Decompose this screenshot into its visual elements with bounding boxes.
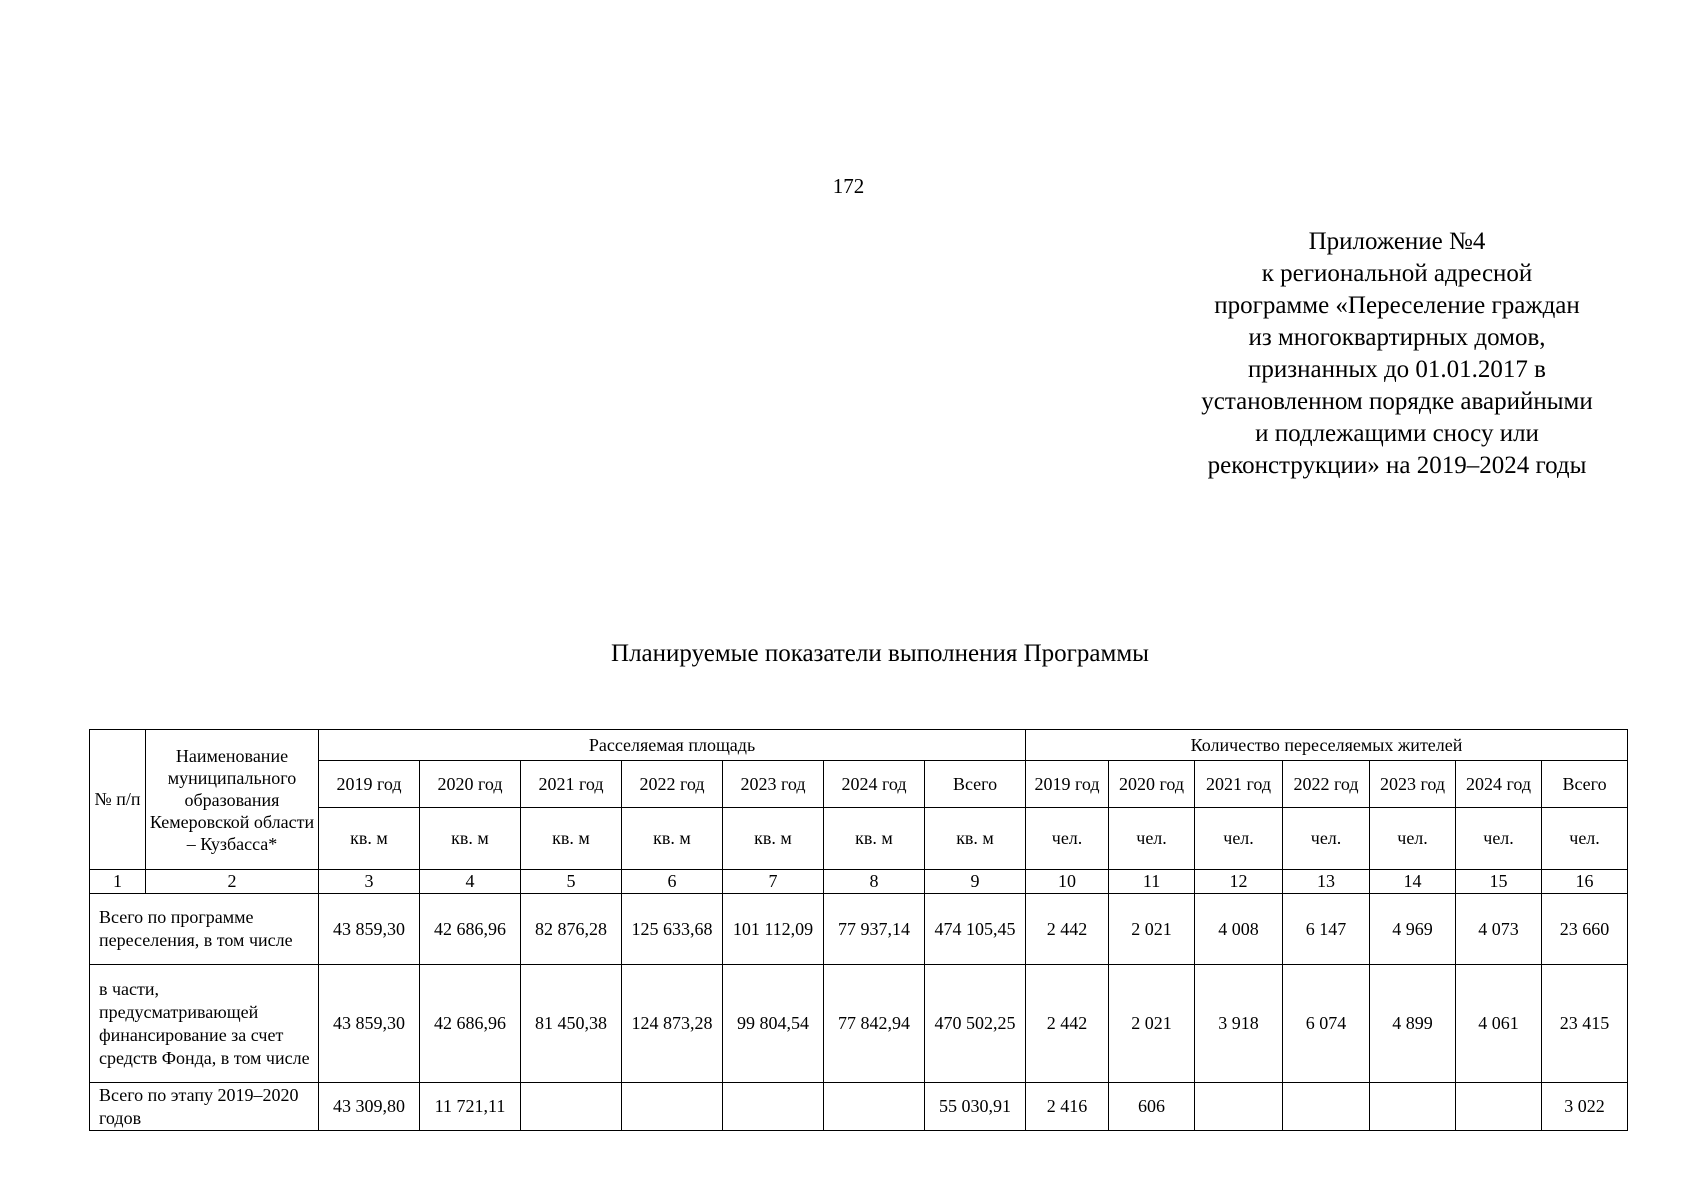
residents-unit-cell: чел. — [1195, 808, 1283, 870]
residents-unit-cell: чел. — [1456, 808, 1542, 870]
row-name-cell: в части, предусматривающей финансирование за счет средств Фонда, в том числе — [90, 965, 319, 1083]
row-name-cell: Всего по программе переселения, в том числе — [90, 894, 319, 965]
column-number-cell: 15 — [1456, 870, 1542, 894]
residents-year-header: 2021 год — [1195, 761, 1283, 808]
header-municipality-name: Наименование муниципального образования Кемеровской области – Кузбасса* — [146, 730, 319, 870]
document-title: Планируемые показатели выполнения Программы — [611, 640, 1149, 667]
area-year-header: 2021 год — [521, 761, 622, 808]
residents-value-cell: 4 899 — [1370, 965, 1456, 1083]
area-value-cell: 77 937,14 — [824, 894, 925, 965]
appendix-line: программе «Переселение граждан — [1214, 292, 1580, 319]
appendix-line: Приложение №4 — [1308, 228, 1486, 255]
appendix-line: установленном порядке аварийными — [1201, 388, 1593, 415]
column-number-cell: 5 — [521, 870, 622, 894]
residents-year-header: 2019 год — [1026, 761, 1109, 808]
area-value-cell: 43 859,30 — [319, 965, 420, 1083]
table-row — [90, 965, 1628, 1083]
column-number-cell: 9 — [925, 870, 1026, 894]
area-value-cell: 474 105,45 — [925, 894, 1026, 965]
residents-value-cell: 606 — [1109, 1083, 1195, 1131]
residents-value-cell: 2 021 — [1109, 894, 1195, 965]
area-value-cell: 43 309,80 — [319, 1083, 420, 1131]
column-number-cell: 10 — [1026, 870, 1109, 894]
residents-value-cell: 4 008 — [1195, 894, 1283, 965]
area-value-cell — [824, 1083, 925, 1131]
area-value-cell: 125 633,68 — [622, 894, 723, 965]
column-number-cell: 16 — [1542, 870, 1628, 894]
column-number-cell: 14 — [1370, 870, 1456, 894]
appendix-line: к региональной адресной — [1261, 260, 1533, 287]
header-row-units — [90, 808, 1628, 870]
column-number-cell: 8 — [824, 870, 925, 894]
appendix-line: и подлежащими сносу или — [1255, 420, 1539, 447]
residents-value-cell: 4 969 — [1370, 894, 1456, 965]
area-value-cell: 82 876,28 — [521, 894, 622, 965]
column-number-cell: 7 — [723, 870, 824, 894]
header-resettled-residents: Количество переселяемых жителей — [1026, 730, 1628, 761]
residents-year-header: 2020 год — [1109, 761, 1195, 808]
area-value-cell: 124 873,28 — [622, 965, 723, 1083]
area-unit-cell: кв. м — [319, 808, 420, 870]
header-row-years — [90, 761, 1628, 808]
residents-unit-cell: чел. — [1026, 808, 1109, 870]
residents-year-header: Всего — [1542, 761, 1628, 808]
column-number-cell: 6 — [622, 870, 723, 894]
row-name-cell: Всего по этапу 2019–2020 годов — [90, 1083, 319, 1131]
residents-value-cell: 23 415 — [1542, 965, 1628, 1083]
area-value-cell — [622, 1083, 723, 1131]
residents-value-cell: 2 021 — [1109, 965, 1195, 1083]
header-row-column-numbers — [90, 870, 1628, 894]
residents-year-header: 2023 год — [1370, 761, 1456, 808]
area-value-cell: 43 859,30 — [319, 894, 420, 965]
area-value-cell: 42 686,96 — [420, 894, 521, 965]
residents-value-cell: 3 918 — [1195, 965, 1283, 1083]
area-year-header: 2020 год — [420, 761, 521, 808]
area-year-header: 2024 год — [824, 761, 925, 808]
area-value-cell: 81 450,38 — [521, 965, 622, 1083]
column-number-cell: 4 — [420, 870, 521, 894]
area-value-cell: 77 842,94 — [824, 965, 925, 1083]
residents-year-header: 2022 год — [1283, 761, 1370, 808]
area-year-header: 2019 год — [319, 761, 420, 808]
area-value-cell — [521, 1083, 622, 1131]
appendix-line: реконструкции» на 2019–2024 годы — [1207, 452, 1587, 479]
table-row — [90, 1083, 1628, 1131]
residents-value-cell: 6 147 — [1283, 894, 1370, 965]
area-year-header: 2022 год — [622, 761, 723, 808]
residents-year-header: 2024 год — [1456, 761, 1542, 808]
area-value-cell: 11 721,11 — [420, 1083, 521, 1131]
area-value-cell: 470 502,25 — [925, 965, 1026, 1083]
area-unit-cell: кв. м — [824, 808, 925, 870]
residents-value-cell — [1370, 1083, 1456, 1131]
area-value-cell: 99 804,54 — [723, 965, 824, 1083]
residents-unit-cell: чел. — [1283, 808, 1370, 870]
residents-value-cell: 2 416 — [1026, 1083, 1109, 1131]
table-row — [90, 894, 1628, 965]
area-year-header: Всего — [925, 761, 1026, 808]
area-year-header: 2023 год — [723, 761, 824, 808]
residents-value-cell: 4 061 — [1456, 965, 1542, 1083]
header-resettled-area: Расселяемая площадь — [319, 730, 1026, 761]
residents-value-cell: 3 022 — [1542, 1083, 1628, 1131]
residents-value-cell: 23 660 — [1542, 894, 1628, 965]
area-unit-cell: кв. м — [925, 808, 1026, 870]
column-number-cell: 1 — [90, 870, 146, 894]
residents-value-cell — [1283, 1083, 1370, 1131]
area-value-cell — [723, 1083, 824, 1131]
column-number-cell: 2 — [146, 870, 319, 894]
column-number-cell: 3 — [319, 870, 420, 894]
area-value-cell: 101 112,09 — [723, 894, 824, 965]
page-number: 172 — [832, 174, 865, 198]
header-row-number: № п/п — [90, 730, 146, 870]
area-unit-cell: кв. м — [521, 808, 622, 870]
appendix-line: признанных до 01.01.2017 в — [1248, 356, 1546, 383]
residents-unit-cell: чел. — [1370, 808, 1456, 870]
residents-value-cell — [1195, 1083, 1283, 1131]
appendix-line: из многоквартирных домов, — [1248, 324, 1546, 351]
appendix-reference — [1162, 226, 1632, 482]
indicators-table — [89, 729, 1628, 1131]
area-unit-cell: кв. м — [420, 808, 521, 870]
area-unit-cell: кв. м — [723, 808, 824, 870]
header-row-groups — [90, 730, 1628, 761]
column-number-cell: 13 — [1283, 870, 1370, 894]
residents-unit-cell: чел. — [1109, 808, 1195, 870]
residents-unit-cell: чел. — [1542, 808, 1628, 870]
residents-value-cell — [1456, 1083, 1542, 1131]
column-number-cell: 11 — [1109, 870, 1195, 894]
residents-value-cell: 4 073 — [1456, 894, 1542, 965]
residents-value-cell: 2 442 — [1026, 965, 1109, 1083]
area-unit-cell: кв. м — [622, 808, 723, 870]
area-value-cell: 55 030,91 — [925, 1083, 1026, 1131]
residents-value-cell: 2 442 — [1026, 894, 1109, 965]
area-value-cell: 42 686,96 — [420, 965, 521, 1083]
residents-value-cell: 6 074 — [1283, 965, 1370, 1083]
column-number-cell: 12 — [1195, 870, 1283, 894]
